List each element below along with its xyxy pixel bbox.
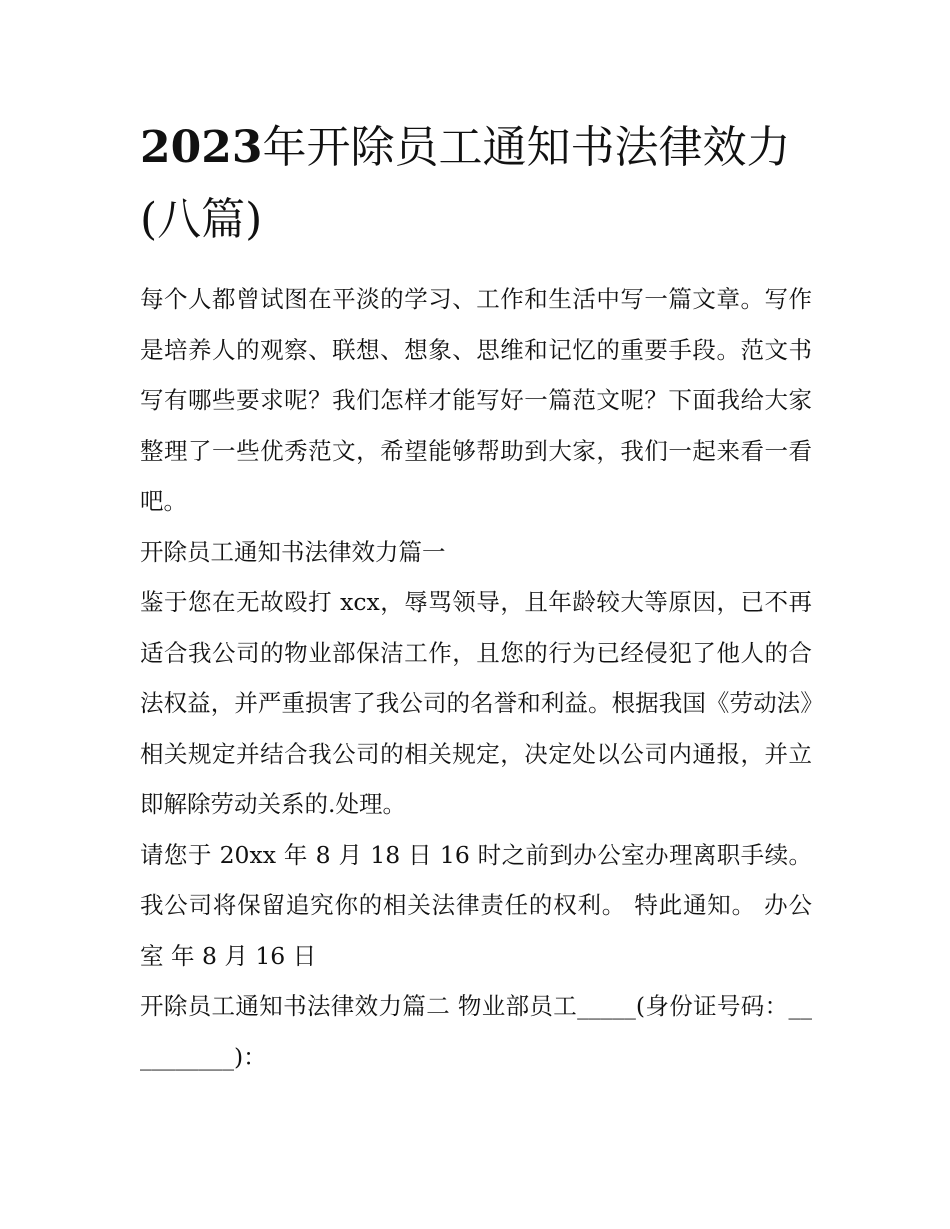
section-heading-one: 开除员工通知书法律效力篇一 — [140, 537, 446, 566]
title-text: 年开除员工通知书法律效力(八篇) — [140, 122, 791, 245]
intro-paragraph: 每个人都曾试图在平淡的学习、工作和生活中写一篇文章。写作是培养人的观察、联想、想象、思维和记忆的重要手段。范文书写有哪些要求呢？我们怎样才能写好一篇范文呢？下面我给大家整理了一些优秀范文，希望能够帮助到大家，我们一起来看一看吧。 — [140, 285, 812, 515]
section-heading-two: 开除员工通知书法律效力篇二 物业部员工_____(身份证号码：__________)： — [140, 992, 812, 1071]
section-one-notice: 请您于 20xx 年 8 月 18 日 16 时之前到办公室办理离职手续。 我公司将保留追究你的相关法律责任的权利。 特此通知。 办公室 年 8 月 16 日 — [140, 840, 812, 970]
section-one-body: 鉴于您在无故殴打 xcx，辱骂领导，且年龄较大等原因，已不再适合我公司的物业部保洁工作，且您的行为已经侵犯了他人的合法权益，并严重损害了我公司的名誉和利益。根据我国《劳动法》相关规定并结合我公司的相关规定，决定处以公司内通报，并立即解除劳动关系的.处理。 — [140, 588, 812, 818]
title-year: 2023 — [140, 122, 263, 173]
document-page — [140, 112, 812, 1082]
document-title — [140, 112, 812, 256]
